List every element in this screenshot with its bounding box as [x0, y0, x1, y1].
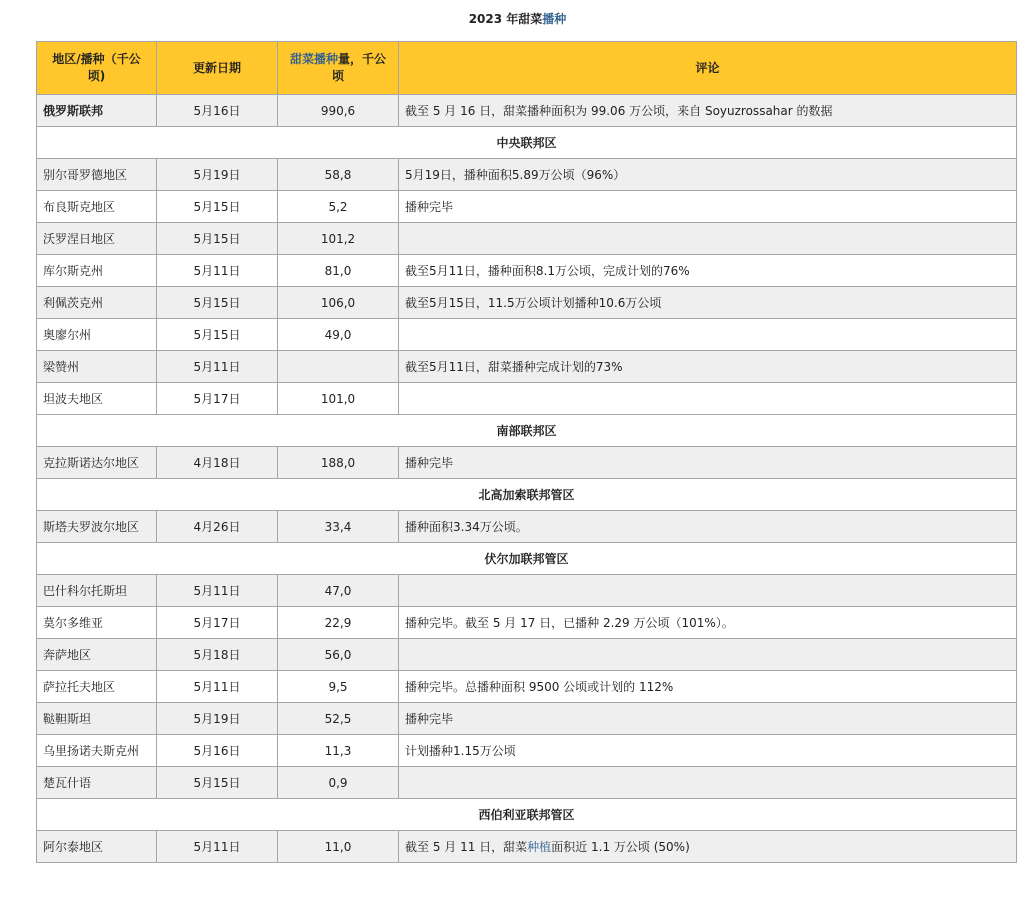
cell-comment: 截至 5 月 16 日，甜菜播种面积为 99.06 万公顷，来自 Soyuzrossahar 的数据	[399, 95, 1017, 127]
table-row	[37, 287, 1017, 319]
cell-comment: 截至5月15日，11.5万公顷计划播种10.6万公顷	[399, 287, 1017, 319]
cell-value: 52,5	[278, 703, 399, 735]
table-header-row	[37, 42, 1017, 95]
cell-region: 萨拉托夫地区	[37, 671, 157, 703]
cell-comment	[399, 831, 1017, 863]
table-row	[37, 703, 1017, 735]
cell-region: 梁赞州	[37, 351, 157, 383]
header-amount-rest: 量，千公顷	[331, 52, 387, 83]
section-label: 西伯利亚联邦管区	[37, 799, 1017, 831]
section-row	[37, 127, 1017, 159]
cell-region: 乌里扬诺夫斯克州	[37, 735, 157, 767]
cell-value: 5,2	[278, 191, 399, 223]
cell-date: 5月15日	[157, 767, 278, 799]
table-row	[37, 671, 1017, 703]
section-label: 中央联邦区	[37, 127, 1017, 159]
cell-comment	[399, 639, 1017, 671]
cell-comment: 计划播种1.15万公顷	[399, 735, 1017, 767]
cell-value: 0,9	[278, 767, 399, 799]
table-row	[37, 735, 1017, 767]
cell-region: 别尔哥罗德地区	[37, 159, 157, 191]
section-row	[37, 479, 1017, 511]
cell-region: 斯塔夫罗波尔地区	[37, 511, 157, 543]
cell-region: 巴什科尔托斯坦	[37, 575, 157, 607]
cell-value: 188,0	[278, 447, 399, 479]
table-row	[37, 575, 1017, 607]
cell-date: 5月17日	[157, 607, 278, 639]
cell-date: 5月15日	[157, 319, 278, 351]
table-row	[37, 639, 1017, 671]
cell-comment	[399, 223, 1017, 255]
section-row	[37, 415, 1017, 447]
table-body	[37, 95, 1017, 863]
section-label: 北高加索联邦管区	[37, 479, 1017, 511]
cell-value: 990,6	[278, 95, 399, 127]
cell-value: 101,0	[278, 383, 399, 415]
cell-date: 5月11日	[157, 575, 278, 607]
table-row	[37, 159, 1017, 191]
cell-comment: 播种完毕。截至 5 月 17 日，已播种 2.29 万公顷（101%）。	[399, 607, 1017, 639]
cell-region: 阿尔泰地区	[37, 831, 157, 863]
cell-value: 11,0	[278, 831, 399, 863]
header-region: 地区/播种（千公顷)	[37, 42, 157, 95]
cell-date: 5月16日	[157, 95, 278, 127]
cell-region: 沃罗涅日地区	[37, 223, 157, 255]
comment-part: 种植	[527, 840, 552, 854]
cell-value: 9,5	[278, 671, 399, 703]
page-title	[0, 10, 1035, 28]
header-amount-highlight: 甜菜播种	[289, 52, 338, 66]
cell-date: 5月16日	[157, 735, 278, 767]
cell-region: 布良斯克地区	[37, 191, 157, 223]
cell-date: 4月18日	[157, 447, 278, 479]
table-row	[37, 511, 1017, 543]
header-amount	[278, 42, 399, 95]
table-row	[37, 319, 1017, 351]
section-label: 伏尔加联邦管区	[37, 543, 1017, 575]
cell-region: 克拉斯诺达尔地区	[37, 447, 157, 479]
cell-value: 49,0	[278, 319, 399, 351]
table-row	[37, 255, 1017, 287]
cell-comment	[399, 575, 1017, 607]
cell-region: 奥廖尔州	[37, 319, 157, 351]
table-row	[37, 767, 1017, 799]
section-row	[37, 543, 1017, 575]
cell-value: 33,4	[278, 511, 399, 543]
cell-comment	[399, 319, 1017, 351]
cell-value: 11,3	[278, 735, 399, 767]
cell-date: 5月17日	[157, 383, 278, 415]
table-row	[37, 383, 1017, 415]
section-label: 南部联邦区	[37, 415, 1017, 447]
table-row	[37, 447, 1017, 479]
sowing-table	[36, 41, 1017, 863]
table-row	[37, 831, 1017, 863]
title-prefix: 2023 年甜菜	[468, 12, 543, 26]
cell-value: 101,2	[278, 223, 399, 255]
header-comment: 评论	[399, 42, 1017, 95]
cell-comment: 播种完毕	[399, 191, 1017, 223]
cell-comment: 播种完毕	[399, 447, 1017, 479]
comment-part: 截至 5 月 11 日，甜菜	[405, 840, 528, 854]
cell-date: 4月26日	[157, 511, 278, 543]
cell-comment: 播种完毕	[399, 703, 1017, 735]
cell-region: 奔萨地区	[37, 639, 157, 671]
header-date: 更新日期	[157, 42, 278, 95]
cell-value: 106,0	[278, 287, 399, 319]
cell-comment: 播种完毕。总播种面积 9500 公顷或计划的 112%	[399, 671, 1017, 703]
cell-comment: 截至5月11日，播种面积8.1万公顷，完成计划的76%	[399, 255, 1017, 287]
cell-comment: 截至5月11日，甜菜播种完成计划的73%	[399, 351, 1017, 383]
cell-date: 5月19日	[157, 703, 278, 735]
cell-date: 5月18日	[157, 639, 278, 671]
cell-comment	[399, 767, 1017, 799]
cell-date: 5月11日	[157, 255, 278, 287]
cell-region: 坦波夫地区	[37, 383, 157, 415]
cell-value	[278, 351, 399, 383]
cell-comment: 播种面积3.34万公顷。	[399, 511, 1017, 543]
section-row	[37, 799, 1017, 831]
comment-part: 面积近 1.1 万公顷 (50%)	[551, 840, 690, 854]
cell-region: 库尔斯克州	[37, 255, 157, 287]
cell-date: 5月11日	[157, 671, 278, 703]
title-highlight: 播种	[542, 12, 567, 26]
cell-value: 58,8	[278, 159, 399, 191]
cell-date: 5月15日	[157, 223, 278, 255]
cell-region: 鞑靼斯坦	[37, 703, 157, 735]
cell-date: 5月15日	[157, 287, 278, 319]
table-row	[37, 191, 1017, 223]
cell-value: 56,0	[278, 639, 399, 671]
table-row	[37, 607, 1017, 639]
cell-region: 楚瓦什语	[37, 767, 157, 799]
table-row	[37, 95, 1017, 127]
cell-value: 22,9	[278, 607, 399, 639]
cell-comment: 5月19日，播种面积5.89万公顷（96%）	[399, 159, 1017, 191]
cell-date: 5月11日	[157, 351, 278, 383]
cell-value: 47,0	[278, 575, 399, 607]
cell-region: 莫尔多维亚	[37, 607, 157, 639]
cell-comment	[399, 383, 1017, 415]
table-row	[37, 223, 1017, 255]
table-row	[37, 351, 1017, 383]
cell-region: 利佩茨克州	[37, 287, 157, 319]
cell-date: 5月19日	[157, 159, 278, 191]
cell-date: 5月15日	[157, 191, 278, 223]
cell-value: 81,0	[278, 255, 399, 287]
cell-date: 5月11日	[157, 831, 278, 863]
cell-region: 俄罗斯联邦	[37, 95, 157, 127]
